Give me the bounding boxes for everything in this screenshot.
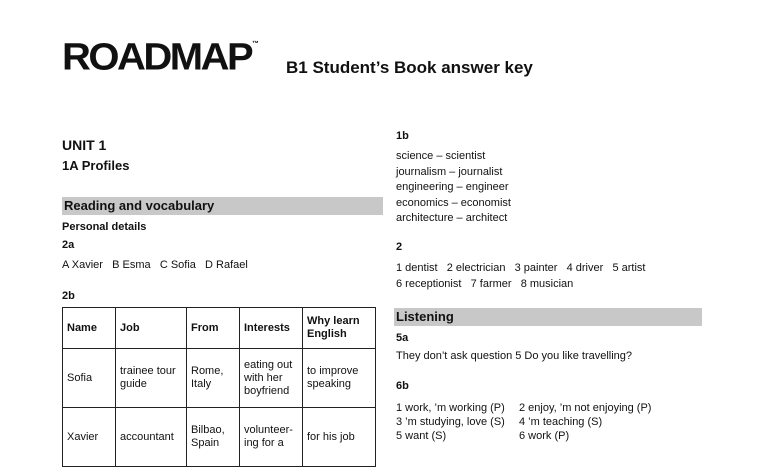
lesson-heading: 1A Profiles bbox=[62, 158, 130, 173]
exercise-2a-label: 2a bbox=[62, 239, 75, 251]
table-cell: Xavier bbox=[63, 408, 116, 467]
answer-line: economics – economist bbox=[396, 196, 511, 209]
table-cell: Sofia bbox=[63, 349, 116, 408]
answer-line: journalism – journalist bbox=[396, 165, 503, 178]
table-cell: volunteer-ing for a bbox=[240, 408, 303, 467]
subsection-personal-details: Personal details bbox=[62, 221, 147, 233]
table-cell: trainee tour guide bbox=[116, 349, 187, 408]
exercise-1b-label: 1b bbox=[396, 130, 409, 142]
section-reading-vocabulary: Reading and vocabulary bbox=[62, 197, 383, 215]
exercise-6b-label: 6b bbox=[396, 380, 409, 392]
answer-line: 3 ’m studying, love (S) bbox=[396, 416, 505, 428]
table-cell: accountant bbox=[116, 408, 187, 467]
answer-line: 6 receptionist 7 farmer 8 musician bbox=[396, 277, 574, 290]
exercise-5a-label: 5a bbox=[396, 332, 409, 344]
answer-line: 6 work (P) bbox=[519, 430, 570, 442]
exercise-2-answers bbox=[396, 261, 645, 292]
document-title: B1 Student’s Book answer key bbox=[286, 58, 533, 77]
exercise-6b-column-2 bbox=[519, 401, 651, 443]
table-header-cell: Why learn English bbox=[303, 308, 376, 349]
exercise-5a-answer: They don’t ask question 5 Do you like travelling? bbox=[396, 350, 633, 362]
table-row bbox=[63, 349, 376, 408]
answer-line: 4 ’m teaching (S) bbox=[519, 416, 603, 428]
table-header-cell: From bbox=[187, 308, 240, 349]
exercise-2b-label: 2b bbox=[62, 290, 75, 302]
table-header-cell: Job bbox=[116, 308, 187, 349]
exercise-1b-answers bbox=[396, 149, 511, 227]
table-cell: Bilbao, Spain bbox=[187, 408, 240, 467]
roadmap-logo bbox=[62, 38, 259, 76]
answer-line: 1 work, ’m working (P) bbox=[396, 402, 505, 414]
exercise-2-label: 2 bbox=[396, 241, 403, 253]
table-header-row bbox=[63, 308, 376, 349]
table-cell: eating out with her boyfriend bbox=[240, 349, 303, 408]
table-cell: to improve speaking bbox=[303, 349, 376, 408]
table-cell: Rome, Italy bbox=[187, 349, 240, 408]
logo-trademark: ™ bbox=[252, 40, 260, 48]
answer-line: 5 want (S) bbox=[396, 430, 447, 442]
answer-line: science – scientist bbox=[396, 150, 486, 162]
table-header-cell: Name bbox=[63, 308, 116, 349]
section-listening: Listening bbox=[394, 308, 702, 326]
exercise-6b-column-1 bbox=[396, 401, 505, 443]
profiles-table bbox=[62, 307, 376, 467]
table-row bbox=[63, 408, 376, 467]
exercise-2a-answer: A Xavier B Esma C Sofia D Rafael bbox=[62, 259, 248, 271]
answer-line: engineering – engineer bbox=[396, 181, 509, 193]
unit-heading: UNIT 1 bbox=[62, 137, 107, 153]
table-cell: for his job bbox=[303, 408, 376, 467]
logo-text: ROADMAP bbox=[62, 36, 252, 78]
answer-line: 2 enjoy, ’m not enjoying (P) bbox=[519, 402, 652, 414]
table-header-cell: Interests bbox=[240, 308, 303, 349]
answer-line: architecture – architect bbox=[396, 212, 508, 224]
answer-line: 1 dentist 2 electrician 3 painter 4 driver 5 artist bbox=[396, 262, 646, 274]
